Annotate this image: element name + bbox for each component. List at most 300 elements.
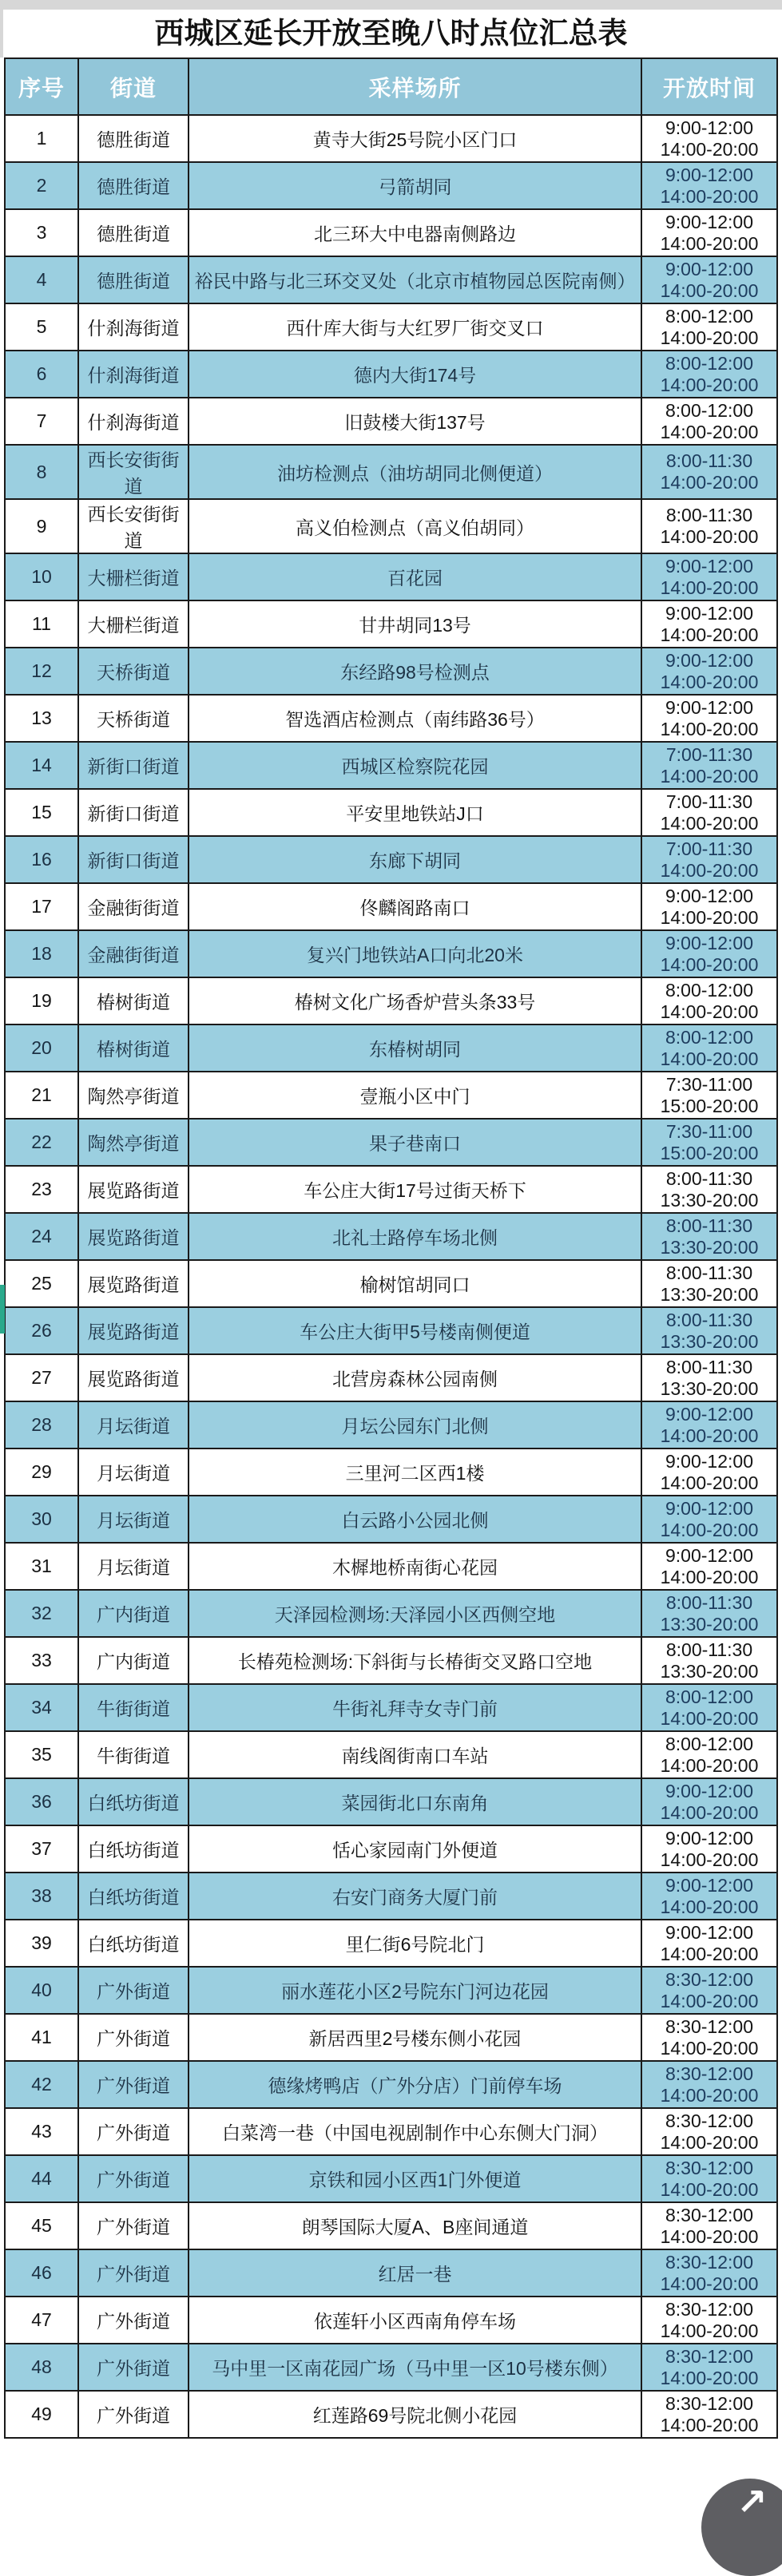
serial-cell: 7 — [5, 398, 78, 445]
serial-cell: 18 — [5, 930, 78, 977]
site-cell: 北营房森林公园南侧 — [189, 1354, 641, 1401]
hours-cell — [641, 398, 777, 445]
serial-cell: 30 — [5, 1496, 78, 1543]
site-cell: 东经路98号检测点 — [189, 648, 641, 695]
table-row — [5, 2391, 777, 2438]
hours-morning: 8:00-12:00 — [665, 979, 753, 1001]
hours-cell — [641, 2108, 777, 2155]
serial-cell: 40 — [5, 1967, 78, 2014]
serial-cell: 33 — [5, 1637, 78, 1684]
site-cell: 东廊下胡同 — [189, 836, 641, 883]
site-cell: 白云路小公园北侧 — [189, 1496, 641, 1543]
hours-cell — [641, 162, 777, 209]
col-header-street: 街道 — [78, 58, 189, 115]
table-row — [5, 553, 777, 600]
street-cell: 牛街街道 — [78, 1684, 189, 1731]
serial-cell: 8 — [5, 445, 78, 499]
page-title: 西城区延长开放至晚八时点位汇总表 — [154, 17, 628, 50]
hours-morning: 9:00-12:00 — [665, 649, 753, 671]
table-row — [5, 1496, 777, 1543]
hours-cell — [641, 1873, 777, 1920]
hours-cell — [641, 742, 777, 789]
serial-cell: 48 — [5, 2344, 78, 2391]
hours-morning: 9:00-12:00 — [665, 1780, 753, 1801]
street-cell: 牛街街道 — [78, 1731, 189, 1778]
hours-morning: 8:00-11:30 — [665, 1309, 753, 1330]
hours-afternoon: 13:30-20:00 — [660, 1613, 759, 1635]
site-cell: 壹瓶小区中门 — [189, 1072, 641, 1119]
col-header-site: 采样场所 — [189, 58, 641, 115]
hours-cell — [641, 1401, 777, 1449]
hours-morning: 8:30-12:00 — [665, 2251, 753, 2273]
hours-morning: 9:00-12:00 — [665, 602, 753, 624]
hours-morning: 8:00-11:30 — [665, 1639, 753, 1660]
street-cell: 金融街街道 — [78, 883, 189, 930]
header-row — [5, 58, 777, 115]
serial-cell: 11 — [5, 600, 78, 648]
site-cell: 平安里地铁站J口 — [189, 789, 641, 836]
hours-cell — [641, 977, 777, 1024]
hours-cell — [641, 1449, 777, 1496]
table-row — [5, 977, 777, 1024]
street-cell: 展览路街道 — [78, 1213, 189, 1260]
hours-afternoon: 14:00-20:00 — [660, 1472, 759, 1493]
street-cell: 广外街道 — [78, 2202, 189, 2249]
serial-cell: 38 — [5, 1873, 78, 1920]
serial-cell: 26 — [5, 1307, 78, 1354]
serial-cell: 17 — [5, 883, 78, 930]
hours-morning: 9:00-12:00 — [665, 1544, 753, 1566]
hours-cell — [641, 2202, 777, 2249]
street-cell: 白纸坊街道 — [78, 1873, 189, 1920]
site-cell: 长椿苑检测场:下斜街与长椿街交叉路口空地 — [189, 1637, 641, 1684]
street-cell: 陶然亭街道 — [78, 1119, 189, 1166]
street-cell: 天桥街道 — [78, 695, 189, 742]
serial-cell: 2 — [5, 162, 78, 209]
street-cell: 新街口街道 — [78, 742, 189, 789]
hours-afternoon: 14:00-20:00 — [660, 1990, 759, 2011]
site-cell: 高义伯检测点（高义伯胡同） — [189, 499, 641, 553]
serial-cell: 44 — [5, 2155, 78, 2202]
site-cell: 果子巷南口 — [189, 1119, 641, 1166]
hours-morning: 9:00-12:00 — [665, 1450, 753, 1472]
hours-morning: 8:00-12:00 — [665, 1026, 753, 1048]
serial-cell: 19 — [5, 977, 78, 1024]
hours-cell — [641, 695, 777, 742]
hours-afternoon: 14:00-20:00 — [660, 374, 759, 395]
hours-cell — [641, 1307, 777, 1354]
table-row — [5, 836, 777, 883]
street-cell: 广外街道 — [78, 2391, 189, 2438]
site-cell: 百花园 — [189, 553, 641, 600]
table-row — [5, 789, 777, 836]
table-row — [5, 351, 777, 398]
street-cell: 大栅栏街道 — [78, 553, 189, 600]
serial-cell: 5 — [5, 303, 78, 351]
hours-afternoon: 15:00-20:00 — [660, 1095, 759, 1116]
hours-cell — [641, 303, 777, 351]
table-row — [5, 1213, 777, 1260]
table-row — [5, 2014, 777, 2061]
hours-afternoon: 14:00-20:00 — [660, 1519, 759, 1540]
street-cell: 月坛街道 — [78, 1496, 189, 1543]
serial-cell: 4 — [5, 256, 78, 303]
hours-morning: 9:00-12:00 — [665, 117, 753, 138]
street-cell: 月坛街道 — [78, 1449, 189, 1496]
serial-cell: 31 — [5, 1543, 78, 1590]
serial-cell: 24 — [5, 1213, 78, 1260]
hours-cell — [641, 256, 777, 303]
site-cell: 三里河二区西1楼 — [189, 1449, 641, 1496]
street-cell: 什刹海街道 — [78, 303, 189, 351]
serial-cell: 9 — [5, 499, 78, 553]
hours-afternoon: 14:00-20:00 — [660, 421, 759, 442]
street-cell: 陶然亭街道 — [78, 1072, 189, 1119]
site-cell: 丽水莲花小区2号院东门河边花园 — [189, 1967, 641, 2014]
hours-cell — [641, 1967, 777, 2014]
table-row — [5, 2344, 777, 2391]
hours-morning: 8:30-12:00 — [665, 2298, 753, 2320]
hours-afternoon: 14:00-20:00 — [660, 2273, 759, 2294]
hours-morning: 9:00-12:00 — [665, 1827, 753, 1849]
table-row — [5, 742, 777, 789]
hours-cell — [641, 1119, 777, 1166]
site-cell: 智选酒店检测点（南纬路36号） — [189, 695, 641, 742]
table-row — [5, 162, 777, 209]
hours-afternoon: 14:00-20:00 — [660, 1425, 759, 1446]
hours-cell — [641, 648, 777, 695]
arrow-up-right-icon: ↗ — [736, 2481, 768, 2522]
serial-cell: 22 — [5, 1119, 78, 1166]
hours-morning: 8:00-12:00 — [665, 1686, 753, 1707]
hours-cell — [641, 1778, 777, 1825]
serial-cell: 35 — [5, 1731, 78, 1778]
street-cell: 德胜街道 — [78, 115, 189, 162]
hours-cell — [641, 351, 777, 398]
hours-afternoon: 14:00-20:00 — [660, 327, 759, 348]
street-cell: 白纸坊街道 — [78, 1778, 189, 1825]
hours-morning: 7:30-11:00 — [665, 1120, 753, 1142]
table-row — [5, 2249, 777, 2297]
table-row — [5, 2155, 777, 2202]
serial-cell: 27 — [5, 1354, 78, 1401]
serial-cell: 28 — [5, 1401, 78, 1449]
hours-morning: 9:00-12:00 — [665, 885, 753, 906]
site-cell: 天泽园检测场:天泽园小区西侧空地 — [189, 1590, 641, 1637]
serial-cell: 10 — [5, 553, 78, 600]
site-cell: 南线阁街南口车站 — [189, 1731, 641, 1778]
table-row — [5, 398, 777, 445]
hours-afternoon: 14:00-20:00 — [660, 1943, 759, 1964]
table-row — [5, 1260, 777, 1307]
hours-morning: 9:00-12:00 — [665, 211, 753, 232]
table-row — [5, 2202, 777, 2249]
table-row — [5, 1072, 777, 1119]
hours-cell — [641, 836, 777, 883]
site-cell: 北三环大中电器南侧路边 — [189, 209, 641, 256]
hours-afternoon: 14:00-20:00 — [660, 812, 759, 834]
hours-morning: 8:30-12:00 — [665, 2392, 753, 2414]
hours-cell — [641, 209, 777, 256]
serial-cell: 46 — [5, 2249, 78, 2297]
hours-cell — [641, 445, 777, 499]
hours-morning: 7:00-11:30 — [665, 743, 753, 765]
site-cell: 京铁和园小区西1门外便道 — [189, 2155, 641, 2202]
site-cell: 恬心家园南门外便道 — [189, 1825, 641, 1873]
site-cell: 白菜湾一巷（中国电视剧制作中心东侧大门洞） — [189, 2108, 641, 2155]
site-cell: 车公庄大街17号过街天桥下 — [189, 1166, 641, 1213]
table-row — [5, 1449, 777, 1496]
table-row — [5, 1684, 777, 1731]
hours-morning: 8:00-11:30 — [665, 450, 753, 471]
hours-morning: 8:30-12:00 — [665, 2157, 753, 2178]
hours-afternoon: 14:00-20:00 — [660, 2320, 759, 2341]
hours-afternoon: 14:00-20:00 — [660, 671, 759, 692]
hours-morning: 8:30-12:00 — [665, 2110, 753, 2131]
table-row — [5, 1920, 777, 1967]
hours-afternoon: 14:00-20:00 — [660, 2225, 759, 2247]
hours-afternoon: 14:00-20:00 — [660, 279, 759, 301]
street-cell: 广外街道 — [78, 2061, 189, 2108]
street-cell: 白纸坊街道 — [78, 1825, 189, 1873]
hours-afternoon: 14:00-20:00 — [660, 526, 759, 547]
col-header-serial: 序号 — [5, 58, 78, 115]
serial-cell: 14 — [5, 742, 78, 789]
hours-afternoon: 14:00-20:00 — [660, 1801, 759, 1823]
serial-cell: 3 — [5, 209, 78, 256]
hours-afternoon: 14:00-20:00 — [660, 2178, 759, 2200]
serial-cell: 49 — [5, 2391, 78, 2438]
hours-cell — [641, 115, 777, 162]
serial-cell: 34 — [5, 1684, 78, 1731]
serial-cell: 21 — [5, 1072, 78, 1119]
street-cell: 展览路街道 — [78, 1307, 189, 1354]
hours-morning: 9:00-12:00 — [665, 1497, 753, 1519]
site-cell: 东椿树胡同 — [189, 1024, 641, 1072]
hours-cell — [641, 1637, 777, 1684]
serial-cell: 1 — [5, 115, 78, 162]
site-cell: 车公庄大街甲5号楼南侧便道 — [189, 1307, 641, 1354]
table-row — [5, 883, 777, 930]
hours-morning: 8:30-12:00 — [665, 1968, 753, 1990]
street-cell: 广外街道 — [78, 2108, 189, 2155]
site-cell: 德缘烤鸭店（广外分店）门前停车场 — [189, 2061, 641, 2108]
serial-cell: 15 — [5, 789, 78, 836]
serial-cell: 20 — [5, 1024, 78, 1072]
street-cell: 什刹海街道 — [78, 398, 189, 445]
hours-afternoon: 14:00-20:00 — [660, 718, 759, 739]
hours-cell — [641, 1920, 777, 1967]
table-row — [5, 1307, 777, 1354]
street-cell: 椿树街道 — [78, 1024, 189, 1072]
hours-cell — [641, 553, 777, 600]
hours-morning: 8:30-12:00 — [665, 2015, 753, 2037]
site-cell: 西城区检察院花园 — [189, 742, 641, 789]
hours-afternoon: 14:00-20:00 — [660, 2414, 759, 2435]
hours-afternoon: 14:00-20:00 — [660, 185, 759, 207]
street-cell: 德胜街道 — [78, 162, 189, 209]
serial-cell: 45 — [5, 2202, 78, 2249]
table-row — [5, 499, 777, 553]
street-cell: 月坛街道 — [78, 1401, 189, 1449]
street-cell: 德胜街道 — [78, 209, 189, 256]
street-cell: 白纸坊街道 — [78, 1920, 189, 1967]
serial-cell: 32 — [5, 1590, 78, 1637]
hours-cell — [641, 1731, 777, 1778]
site-cell: 菜园街北口东南角 — [189, 1778, 641, 1825]
hours-morning: 8:00-12:00 — [665, 305, 753, 327]
hours-morning: 7:00-11:30 — [665, 838, 753, 859]
serial-cell: 29 — [5, 1449, 78, 1496]
site-cell: 里仁街6号院北门 — [189, 1920, 641, 1967]
hours-cell — [641, 600, 777, 648]
serial-cell: 42 — [5, 2061, 78, 2108]
hours-morning: 7:00-11:30 — [665, 791, 753, 812]
street-cell: 什刹海街道 — [78, 351, 189, 398]
hours-cell — [641, 1024, 777, 1072]
table-row — [5, 1543, 777, 1590]
hours-morning: 9:00-12:00 — [665, 932, 753, 953]
site-cell: 右安门商务大厦门前 — [189, 1873, 641, 1920]
hours-cell — [641, 1590, 777, 1637]
hours-afternoon: 13:30-20:00 — [660, 1236, 759, 1258]
hours-cell — [641, 2391, 777, 2438]
hours-morning: 8:00-11:30 — [665, 505, 753, 525]
street-cell: 广外街道 — [78, 2014, 189, 2061]
table-row — [5, 1825, 777, 1873]
hours-afternoon: 15:00-20:00 — [660, 1142, 759, 1163]
hours-afternoon: 14:00-20:00 — [660, 472, 759, 493]
table-row — [5, 1778, 777, 1825]
site-cell: 德内大街174号 — [189, 351, 641, 398]
street-cell: 展览路街道 — [78, 1354, 189, 1401]
serial-cell: 43 — [5, 2108, 78, 2155]
hours-afternoon: 14:00-20:00 — [660, 1754, 759, 1776]
site-cell: 牛街礼拜寺女寺门前 — [189, 1684, 641, 1731]
street-cell: 德胜街道 — [78, 256, 189, 303]
hours-cell — [641, 2249, 777, 2297]
hours-morning: 8:00-11:30 — [665, 1262, 753, 1283]
table-row — [5, 1024, 777, 1072]
hours-afternoon: 13:30-20:00 — [660, 1330, 759, 1352]
site-cell: 油坊检测点（油坊胡同北侧便道） — [189, 445, 641, 499]
street-cell: 广内街道 — [78, 1637, 189, 1684]
hours-afternoon: 14:00-20:00 — [660, 232, 759, 254]
hours-cell — [641, 1684, 777, 1731]
table-row — [5, 1401, 777, 1449]
row-25-scroll-marker — [0, 1285, 5, 1334]
hours-cell — [641, 1166, 777, 1213]
serial-cell: 41 — [5, 2014, 78, 2061]
hours-afternoon: 13:30-20:00 — [660, 1283, 759, 1305]
street-cell: 天桥街道 — [78, 648, 189, 695]
serial-cell: 16 — [5, 836, 78, 883]
hours-afternoon: 14:00-20:00 — [660, 859, 759, 881]
jump-to-top-button[interactable] — [701, 2479, 782, 2576]
hours-morning: 9:00-12:00 — [665, 555, 753, 577]
street-cell: 广内街道 — [78, 1590, 189, 1637]
hours-morning: 9:00-12:00 — [665, 164, 753, 185]
site-cell: 木樨地桥南街心花园 — [189, 1543, 641, 1590]
serial-cell: 37 — [5, 1825, 78, 1873]
site-cell: 椿树文化广场香炉营头条33号 — [189, 977, 641, 1024]
site-cell: 月坛公园东门北侧 — [189, 1401, 641, 1449]
hours-afternoon: 14:00-20:00 — [660, 624, 759, 645]
street-cell: 新街口街道 — [78, 836, 189, 883]
serial-cell: 47 — [5, 2297, 78, 2344]
hours-afternoon: 14:00-20:00 — [660, 2084, 759, 2106]
hours-morning: 8:00-11:30 — [665, 1167, 753, 1189]
table-row — [5, 2297, 777, 2344]
street-cell: 展览路街道 — [78, 1260, 189, 1307]
hours-afternoon: 14:00-20:00 — [660, 1896, 759, 1917]
hours-afternoon: 14:00-20:00 — [660, 2131, 759, 2153]
table-row — [5, 303, 777, 351]
site-cell: 弓箭胡同 — [189, 162, 641, 209]
table-row — [5, 445, 777, 499]
site-cell: 裕民中路与北三环交叉处（北京市植物园总医院南侧） — [189, 256, 641, 303]
hours-cell — [641, 2155, 777, 2202]
site-cell: 旧鼓楼大街137号 — [189, 398, 641, 445]
table-row — [5, 1637, 777, 1684]
hours-afternoon: 13:30-20:00 — [660, 1660, 759, 1682]
hours-afternoon: 14:00-20:00 — [660, 2037, 759, 2059]
site-cell: 朗琴国际大厦A、B座间通道 — [189, 2202, 641, 2249]
street-cell: 广外街道 — [78, 2155, 189, 2202]
site-cell: 北礼士路停车场北侧 — [189, 1213, 641, 1260]
hours-cell — [641, 2061, 777, 2108]
table-row — [5, 930, 777, 977]
hours-morning: 9:00-12:00 — [665, 1874, 753, 1896]
hours-afternoon: 14:00-20:00 — [660, 906, 759, 928]
hours-morning: 9:00-12:00 — [665, 1403, 753, 1425]
site-cell: 依莲轩小区西南角停车场 — [189, 2297, 641, 2344]
table-row — [5, 1354, 777, 1401]
table-body — [5, 115, 777, 2438]
street-cell: 椿树街道 — [78, 977, 189, 1024]
hours-morning: 8:00-11:30 — [665, 1591, 753, 1613]
hours-cell — [641, 1354, 777, 1401]
street-cell: 大栅栏街道 — [78, 600, 189, 648]
hours-cell — [641, 883, 777, 930]
hours-afternoon: 14:00-20:00 — [660, 1849, 759, 1870]
table-row — [5, 1731, 777, 1778]
hours-cell — [641, 1213, 777, 1260]
street-cell: 广外街道 — [78, 1967, 189, 2014]
street-cell: 广外街道 — [78, 2249, 189, 2297]
hours-morning: 8:00-12:00 — [665, 352, 753, 374]
hours-afternoon: 13:30-20:00 — [660, 1377, 759, 1399]
hours-cell — [641, 789, 777, 836]
serial-cell: 12 — [5, 648, 78, 695]
col-header-hours: 开放时间 — [641, 58, 777, 115]
table-row — [5, 209, 777, 256]
street-cell: 金融街街道 — [78, 930, 189, 977]
street-cell: 广外街道 — [78, 2297, 189, 2344]
site-cell: 红居一巷 — [189, 2249, 641, 2297]
site-cell: 红莲路69号院北侧小花园 — [189, 2391, 641, 2438]
hours-cell — [641, 2344, 777, 2391]
hours-cell — [641, 1543, 777, 1590]
street-cell: 西长安街街道 — [78, 499, 189, 553]
site-cell: 佟麟阁路南口 — [189, 883, 641, 930]
sampling-sites-table — [4, 57, 778, 2439]
hours-afternoon: 14:00-20:00 — [660, 1048, 759, 1069]
street-cell: 月坛街道 — [78, 1543, 189, 1590]
hours-afternoon: 14:00-20:00 — [660, 1001, 759, 1022]
hours-afternoon: 14:00-20:00 — [660, 1566, 759, 1587]
table-row — [5, 1873, 777, 1920]
